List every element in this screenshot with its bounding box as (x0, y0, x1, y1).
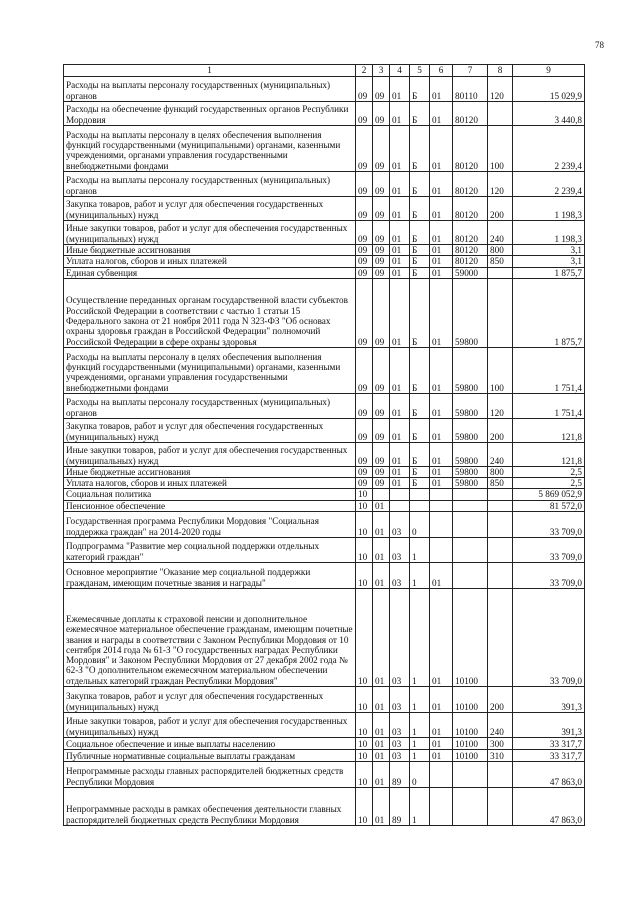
row-description: Ежемесячные доплаты к страховой пенсии и дополнительное ежемесячное материальное обеспечение гражданам, имеющим почетные звания и награды в соответствии с Законом Республики Мордовия от 10 сентября 2014 года № 61-З "О государственных наградах Республики Мордовия" и Законом Республики Мордовия от 27 декабря 2002 года № 62-З "О дополнительном ежемесячном материальном обеспечении отдельных категорий граждан Республики Мордовия" (64, 589, 356, 687)
table-row (64, 687, 585, 713)
col-header: 9 (513, 65, 585, 77)
row-code: 09 (373, 77, 390, 102)
row-code: 10 (356, 713, 373, 738)
row-code: 59800 (453, 418, 488, 442)
row-code: 120 (488, 77, 513, 102)
row-code: Б (410, 442, 430, 466)
row-amount: 391,3 (513, 713, 585, 738)
row-code: 01 (430, 347, 453, 393)
row-code: 09 (356, 102, 373, 126)
row-description: Непрограммные расходы главных распорядителей бюджетных средств Республики Мордовия (64, 762, 356, 788)
row-code: 10100 (453, 750, 488, 762)
row-description: Иные закупки товаров, работ и услуг для обеспечения государственных (муниципальных) нужд (64, 442, 356, 466)
row-code: 1 (410, 750, 430, 762)
row-code: Б (410, 393, 430, 418)
row-code: 09 (373, 256, 390, 267)
table-row (64, 77, 585, 102)
row-code: Б (410, 172, 430, 197)
row-code: 10 (356, 687, 373, 713)
row-description: Публичные нормативные социальные выплаты гражданам (64, 750, 356, 762)
row-code: 01 (430, 750, 453, 762)
row-description: Расходы на обеспечение функций государственных органов Республики Мордовия (64, 102, 356, 126)
row-description: Расходы на выплаты персоналу в целях обеспечения выполнения функций государственными (муниципальными) органами, казенными учреждениями, органами управления государственными внебюджетными фондами (64, 126, 356, 172)
row-code: 01 (390, 172, 410, 197)
row-code: 80120 (453, 256, 488, 267)
row-description: Основное мероприятие "Оказание мер социальной поддержки гражданам, имеющим почетные звания и награды" (64, 563, 356, 589)
row-code: 09 (373, 278, 390, 347)
row-code: 01 (373, 538, 390, 563)
row-code: 80120 (453, 102, 488, 126)
row-description: Государственная программа Республики Мордовия "Социальная поддержка граждан" на 2014-2020 годы (64, 512, 356, 538)
row-code: 03 (390, 563, 410, 589)
row-amount: 33 709,0 (513, 538, 585, 563)
row-code: 10 (356, 538, 373, 563)
row-code: 850 (488, 478, 513, 489)
row-code: 03 (390, 687, 410, 713)
row-code: 01 (430, 466, 453, 477)
col-header: 3 (373, 65, 390, 77)
row-code: 1 (410, 563, 430, 589)
row-code: 80120 (453, 245, 488, 256)
row-code (373, 489, 390, 500)
row-code (430, 489, 453, 500)
row-code: 01 (390, 126, 410, 172)
row-amount: 2,5 (513, 466, 585, 477)
row-code (488, 489, 513, 500)
table-row (64, 442, 585, 466)
row-code: 240 (488, 221, 513, 245)
row-code: Б (410, 197, 430, 221)
table-row (64, 256, 585, 267)
row-code: 09 (356, 172, 373, 197)
row-code (453, 512, 488, 538)
table-row (64, 466, 585, 477)
row-amount: 1 875,7 (513, 267, 585, 278)
row-code (430, 500, 453, 511)
row-description: Пенсионное обеспечение (64, 500, 356, 511)
table-row (64, 278, 585, 347)
row-code: 09 (356, 418, 373, 442)
table-row (64, 245, 585, 256)
row-code: 01 (373, 563, 390, 589)
table-row (64, 347, 585, 393)
row-code: 200 (488, 197, 513, 221)
row-code: 01 (430, 172, 453, 197)
row-code: 01 (430, 77, 453, 102)
row-code: 09 (373, 478, 390, 489)
row-code (390, 500, 410, 511)
row-code: 120 (488, 393, 513, 418)
row-code: 01 (430, 245, 453, 256)
table-row (64, 512, 585, 538)
row-amount: 81 572,0 (513, 500, 585, 511)
table-row (64, 563, 585, 589)
row-code: 80120 (453, 126, 488, 172)
table-row (64, 478, 585, 489)
row-code: 0 (410, 512, 430, 538)
row-code (488, 538, 513, 563)
row-code (488, 762, 513, 788)
table-row (64, 750, 585, 762)
row-amount: 1 751,4 (513, 393, 585, 418)
row-code: 01 (430, 687, 453, 713)
row-code (410, 500, 430, 511)
table-row (64, 393, 585, 418)
row-code: 09 (356, 267, 373, 278)
row-code: 09 (356, 197, 373, 221)
row-code: 09 (373, 126, 390, 172)
row-code: 01 (390, 197, 410, 221)
row-code (488, 589, 513, 687)
row-code: 03 (390, 589, 410, 687)
row-code: 01 (390, 245, 410, 256)
row-code: 200 (488, 418, 513, 442)
row-code: Б (410, 418, 430, 442)
row-code: 01 (430, 713, 453, 738)
row-code: 01 (390, 478, 410, 489)
row-code: Б (410, 126, 430, 172)
col-header: 8 (488, 65, 513, 77)
row-code: 10 (356, 589, 373, 687)
row-code: 01 (373, 788, 390, 826)
row-code (453, 563, 488, 589)
col-header: 7 (453, 65, 488, 77)
row-code: 09 (356, 278, 373, 347)
row-amount: 15 029,9 (513, 77, 585, 102)
row-code: 59000 (453, 267, 488, 278)
row-description: Социальная политика (64, 489, 356, 500)
row-code: 10 (356, 500, 373, 511)
col-header: 4 (390, 65, 410, 77)
row-amount: 2 239,4 (513, 126, 585, 172)
col-header: 6 (430, 65, 453, 77)
row-code: 01 (390, 442, 410, 466)
row-code: 03 (390, 538, 410, 563)
row-code: 1 (410, 713, 430, 738)
row-code (453, 788, 488, 826)
row-code (430, 538, 453, 563)
table-row (64, 762, 585, 788)
row-code: 01 (373, 500, 390, 511)
budget-table (63, 64, 585, 826)
row-code: Б (410, 478, 430, 489)
row-code: 09 (356, 256, 373, 267)
row-amount: 33 317,7 (513, 738, 585, 750)
row-code: 1 (410, 788, 430, 826)
row-amount: 121,8 (513, 442, 585, 466)
row-code (453, 762, 488, 788)
row-code: 09 (356, 126, 373, 172)
row-code: 59800 (453, 278, 488, 347)
row-code: 01 (430, 418, 453, 442)
row-amount: 2 239,4 (513, 172, 585, 197)
table-row (64, 500, 585, 511)
row-code: 09 (356, 77, 373, 102)
row-code: 01 (430, 738, 453, 750)
row-code: 10 (356, 489, 373, 500)
row-code: 01 (430, 126, 453, 172)
row-code: 10100 (453, 687, 488, 713)
row-code: Б (410, 278, 430, 347)
row-code: 01 (373, 687, 390, 713)
row-code: 01 (390, 393, 410, 418)
table-row (64, 267, 585, 278)
row-code: 300 (488, 738, 513, 750)
row-code: 01 (390, 102, 410, 126)
row-code (488, 500, 513, 511)
row-amount: 1 198,3 (513, 197, 585, 221)
row-code: 09 (373, 267, 390, 278)
row-code: 240 (488, 713, 513, 738)
table-header-row (64, 65, 585, 77)
row-code: 200 (488, 687, 513, 713)
row-code: 09 (356, 245, 373, 256)
row-description: Расходы на выплаты персоналу в целях обеспечения выполнения функций государственными (муниципальными) органами, казенными учреждениями, органами управления государственными внебюджетными фондами (64, 347, 356, 393)
row-code: 10 (356, 762, 373, 788)
row-code: 100 (488, 126, 513, 172)
row-code: Б (410, 466, 430, 477)
row-amount: 121,8 (513, 418, 585, 442)
row-code: 09 (373, 393, 390, 418)
row-code (488, 512, 513, 538)
row-code: 59800 (453, 393, 488, 418)
row-amount: 2,5 (513, 478, 585, 489)
row-amount: 3,1 (513, 245, 585, 256)
table-row (64, 538, 585, 563)
row-code: 80120 (453, 221, 488, 245)
row-code: 01 (390, 278, 410, 347)
row-code: 800 (488, 245, 513, 256)
row-code (453, 489, 488, 500)
row-code: 10100 (453, 589, 488, 687)
row-code: 1 (410, 687, 430, 713)
row-code: 09 (373, 172, 390, 197)
row-code: 10 (356, 738, 373, 750)
row-description: Непрограммные расходы в рамках обеспечения деятельности главных распорядителей бюджетных средств Республики Мордовия (64, 788, 356, 826)
table-row (64, 126, 585, 172)
row-code: 10 (356, 563, 373, 589)
row-code (488, 563, 513, 589)
row-code: 310 (488, 750, 513, 762)
row-amount: 3,1 (513, 256, 585, 267)
table-row (64, 221, 585, 245)
row-code: 01 (430, 393, 453, 418)
row-code (430, 762, 453, 788)
table-row (64, 102, 585, 126)
row-code: 120 (488, 172, 513, 197)
row-code: 01 (373, 762, 390, 788)
row-code: 09 (373, 418, 390, 442)
row-code: 01 (430, 442, 453, 466)
row-code: 09 (373, 347, 390, 393)
row-code: 01 (390, 221, 410, 245)
page-number: 78 (595, 40, 604, 50)
row-code: 0 (410, 762, 430, 788)
row-code: 03 (390, 738, 410, 750)
table-row (64, 172, 585, 197)
col-header: 1 (64, 65, 356, 77)
row-code: 01 (430, 278, 453, 347)
row-code: 01 (373, 589, 390, 687)
row-description: Расходы на выплаты персоналу государственных (муниципальных) органов (64, 393, 356, 418)
row-description: Закупка товаров, работ и услуг для обеспечения государственных (муниципальных) нужд (64, 687, 356, 713)
row-description: Расходы на выплаты персоналу государственных (муниципальных) органов (64, 172, 356, 197)
row-code: 01 (430, 197, 453, 221)
row-code: 01 (390, 256, 410, 267)
row-code: 59800 (453, 478, 488, 489)
row-code: 01 (430, 102, 453, 126)
row-description: Уплата налогов, сборов и иных платежей (64, 256, 356, 267)
row-code (410, 489, 430, 500)
row-code: 850 (488, 256, 513, 267)
row-code: Б (410, 347, 430, 393)
row-code: 01 (430, 589, 453, 687)
row-code: 01 (373, 713, 390, 738)
row-amount: 33 709,0 (513, 512, 585, 538)
row-code: 89 (390, 762, 410, 788)
row-code: 09 (373, 221, 390, 245)
row-code: 100 (488, 347, 513, 393)
row-amount: 33 709,0 (513, 589, 585, 687)
row-code: 09 (356, 393, 373, 418)
row-code: 01 (430, 478, 453, 489)
row-description: Подпрограмма "Развитие мер социальной поддержки отдельных категорий граждан" (64, 538, 356, 563)
table-row (64, 589, 585, 687)
row-description: Социальное обеспечение и иные выплаты населению (64, 738, 356, 750)
row-code: 03 (390, 750, 410, 762)
row-code (488, 102, 513, 126)
row-code: Б (410, 245, 430, 256)
row-description: Закупка товаров, работ и услуг для обеспечения государственных (муниципальных) нужд (64, 197, 356, 221)
row-code: 01 (390, 77, 410, 102)
row-code (430, 512, 453, 538)
row-code: Б (410, 102, 430, 126)
row-code (488, 788, 513, 826)
row-code: Б (410, 256, 430, 267)
row-code: 01 (373, 738, 390, 750)
row-code: 240 (488, 442, 513, 466)
row-description: Иные закупки товаров, работ и услуг для обеспечения государственных (муниципальных) нужд (64, 713, 356, 738)
row-code (488, 267, 513, 278)
row-amount: 33 709,0 (513, 563, 585, 589)
row-code (430, 788, 453, 826)
row-amount: 1 875,7 (513, 278, 585, 347)
row-code: 09 (356, 442, 373, 466)
row-code: 59800 (453, 347, 488, 393)
table-row (64, 738, 585, 750)
row-code: 01 (430, 563, 453, 589)
table-row (64, 713, 585, 738)
row-code (488, 278, 513, 347)
row-code: 01 (390, 466, 410, 477)
row-code: 01 (430, 221, 453, 245)
row-code: 09 (356, 466, 373, 477)
row-code: 80120 (453, 197, 488, 221)
row-code: 89 (390, 788, 410, 826)
row-code: 01 (430, 256, 453, 267)
row-description: Иные бюджетные ассигнования (64, 245, 356, 256)
row-code: 10100 (453, 738, 488, 750)
row-code: 01 (390, 418, 410, 442)
row-code (453, 500, 488, 511)
row-code: 09 (356, 221, 373, 245)
row-code: 59800 (453, 466, 488, 477)
row-description: Уплата налогов, сборов и иных платежей (64, 478, 356, 489)
row-code: 09 (373, 442, 390, 466)
row-code: 01 (373, 512, 390, 538)
row-amount: 47 863,0 (513, 762, 585, 788)
row-code: 01 (390, 347, 410, 393)
row-amount: 1 198,3 (513, 221, 585, 245)
row-description: Закупка товаров, работ и услуг для обеспечения государственных (муниципальных) нужд (64, 418, 356, 442)
row-code (453, 538, 488, 563)
row-code: 80120 (453, 172, 488, 197)
row-code: 1 (410, 589, 430, 687)
row-code: 09 (373, 197, 390, 221)
row-code: 09 (373, 102, 390, 126)
row-code: 80110 (453, 77, 488, 102)
row-code: 01 (390, 267, 410, 278)
row-description: Иные закупки товаров, работ и услуг для обеспечения государственных (муниципальных) нужд (64, 221, 356, 245)
row-code: 59800 (453, 442, 488, 466)
row-code (390, 489, 410, 500)
row-amount: 391,3 (513, 687, 585, 713)
row-amount: 47 863,0 (513, 788, 585, 826)
row-code: 09 (373, 245, 390, 256)
col-header: 2 (356, 65, 373, 77)
row-amount: 5 869 052,9 (513, 489, 585, 500)
row-code: 10 (356, 750, 373, 762)
row-amount: 3 440,8 (513, 102, 585, 126)
row-description: Расходы на выплаты персоналу государственных (муниципальных) органов (64, 77, 356, 102)
table-row (64, 418, 585, 442)
row-code: 03 (390, 512, 410, 538)
row-code: 10 (356, 512, 373, 538)
table-row (64, 489, 585, 500)
row-description: Единая субвенция (64, 267, 356, 278)
row-code: Б (410, 221, 430, 245)
row-code: Б (410, 77, 430, 102)
row-code: 09 (373, 466, 390, 477)
row-amount: 33 317,7 (513, 750, 585, 762)
table-row (64, 197, 585, 221)
row-code: 03 (390, 713, 410, 738)
row-code: 10 (356, 788, 373, 826)
row-code: 1 (410, 538, 430, 563)
row-code: 800 (488, 466, 513, 477)
row-amount: 1 751,4 (513, 347, 585, 393)
row-description: Иные бюджетные ассигнования (64, 466, 356, 477)
row-description: Осуществление переданных органам государственной власти субъектов Российской Федерации в соответствии с частью 1 статьи 15 Федерального закона от 21 ноября 2011 года N 323-ФЗ "Об основах охраны здоровья граждан в Российской Федерации" полномочий Российской Федерации в сфере охраны здоровья (64, 278, 356, 347)
table-row (64, 788, 585, 826)
col-header: 5 (410, 65, 430, 77)
row-code: Б (410, 267, 430, 278)
row-code: 09 (356, 347, 373, 393)
row-code: 01 (430, 267, 453, 278)
row-code: 10100 (453, 713, 488, 738)
row-code: 01 (373, 750, 390, 762)
row-code: 09 (356, 478, 373, 489)
row-code: 1 (410, 738, 430, 750)
